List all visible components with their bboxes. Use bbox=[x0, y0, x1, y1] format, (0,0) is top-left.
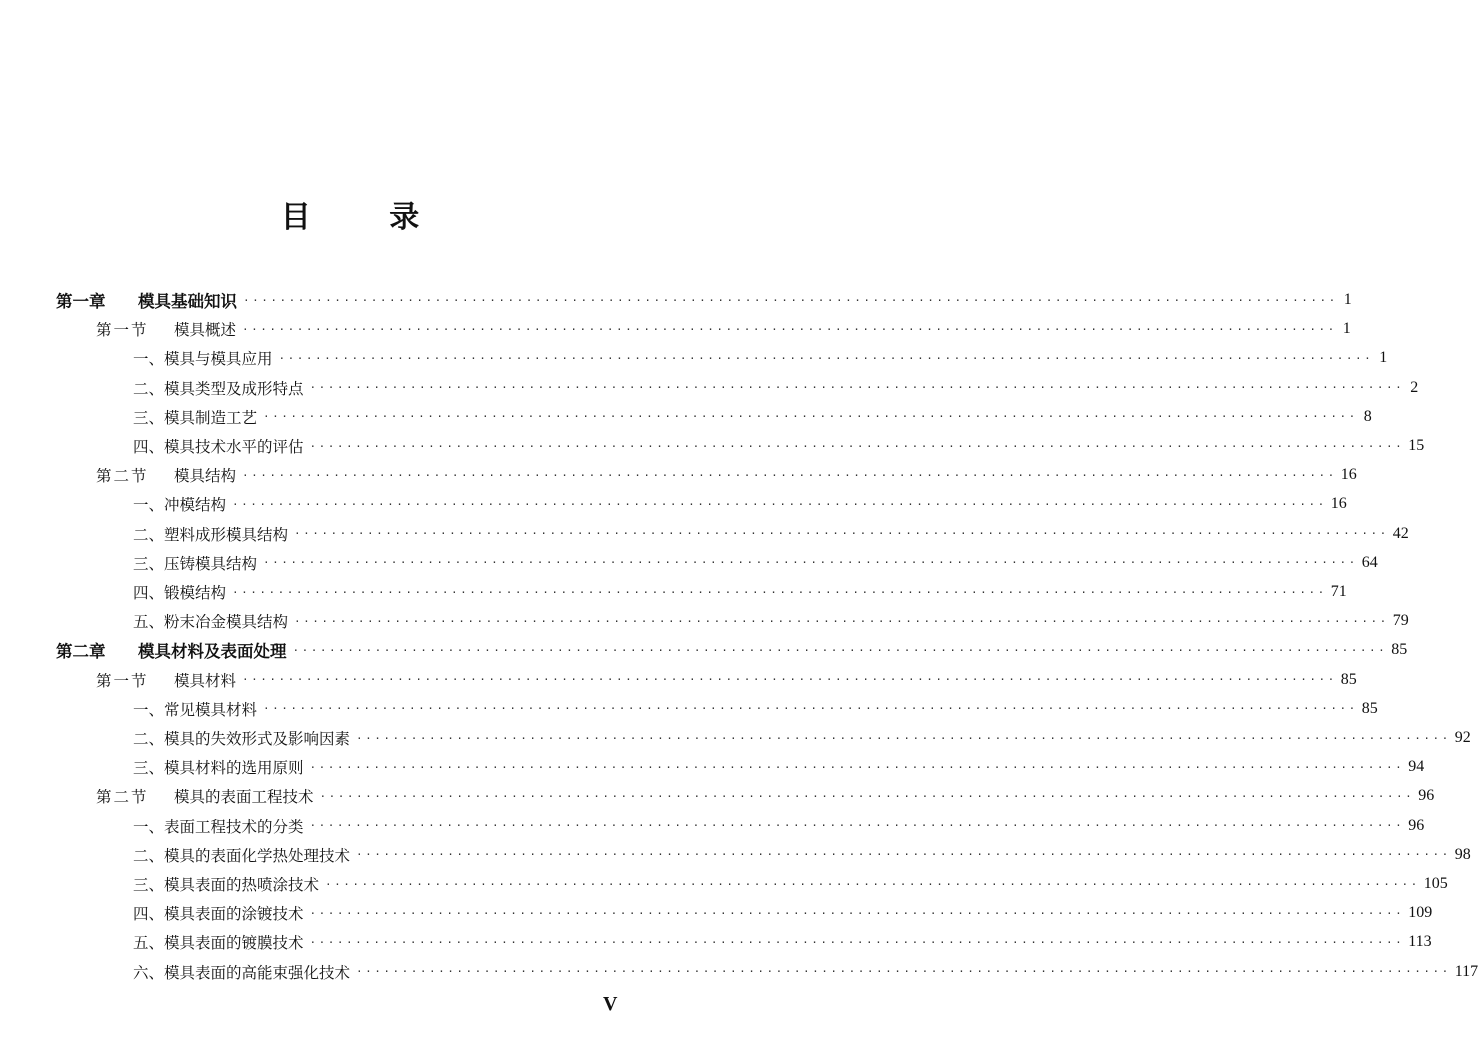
toc-entry-number: 二、 bbox=[133, 846, 165, 865]
toc-entry-item bbox=[133, 959, 1478, 985]
toc-entry-item bbox=[133, 521, 1409, 547]
page-number-folio: V bbox=[603, 993, 618, 1015]
toc-entry-item bbox=[133, 345, 1388, 371]
toc-entry-label bbox=[96, 464, 236, 486]
toc-entry-page: 64 bbox=[1361, 553, 1378, 571]
toc-entry-title: 粉末冶金模具结构 bbox=[164, 613, 289, 632]
toc-entry-label bbox=[133, 931, 304, 953]
toc-entry-number: 三、 bbox=[133, 876, 165, 894]
toc-entry-number: 三、 bbox=[133, 408, 165, 427]
toc-entry-label bbox=[133, 347, 273, 369]
dot-leader: ························································································································ bbox=[263, 410, 1358, 424]
toc-entry-label bbox=[133, 961, 350, 983]
toc-entry-number: 第二节 bbox=[96, 788, 149, 807]
toc-entry-title: 模具的表面工程技术 bbox=[174, 788, 314, 807]
toc-entry-label bbox=[133, 902, 304, 924]
toc-entry-number: 第一节 bbox=[96, 321, 149, 340]
toc-entry-number: 四、 bbox=[133, 584, 165, 602]
toc-entry-title: 表面工程技术的分类 bbox=[164, 817, 304, 836]
toc-entry-number: 五、 bbox=[133, 613, 165, 632]
dot-leader: ························································································································ bbox=[243, 293, 1338, 307]
toc-entry-title: 模具概述 bbox=[174, 321, 237, 340]
toc-entry-page: 109 bbox=[1408, 904, 1433, 922]
toc-entry-title: 锻模结构 bbox=[164, 584, 227, 602]
toc-entry-item bbox=[133, 696, 1378, 722]
toc-entry-label bbox=[133, 873, 319, 895]
toc-entry-title: 模具表面的高能束强化技术 bbox=[164, 963, 351, 982]
toc-entry-page: 105 bbox=[1423, 875, 1448, 892]
dot-leader: ························································································································ bbox=[278, 351, 1374, 365]
toc-entry-label bbox=[133, 844, 350, 866]
toc-entry-number: 一、 bbox=[133, 817, 165, 836]
toc-entry-page: 79 bbox=[1392, 612, 1409, 630]
toc-entry-page: 98 bbox=[1454, 845, 1471, 863]
toc-entry-title: 模具的表面化学热处理技术 bbox=[164, 846, 351, 865]
toc-entry-chapter bbox=[56, 637, 1408, 663]
dot-leader: ························································································································ bbox=[309, 935, 1405, 949]
toc-entry-page: 8 bbox=[1363, 407, 1372, 425]
toc-entry-label bbox=[133, 815, 304, 837]
toc-entry-item bbox=[133, 842, 1471, 868]
toc-entry-title: 冲模结构 bbox=[164, 496, 227, 515]
toc-entry-label bbox=[133, 435, 304, 457]
toc-entry-page: 113 bbox=[1408, 933, 1432, 951]
toc-entry-page: 71 bbox=[1330, 583, 1347, 600]
dot-leader: ························································································································ bbox=[263, 702, 1358, 716]
toc-entry-label bbox=[96, 785, 314, 807]
toc-entry-title: 模具表面的热喷涂技术 bbox=[164, 876, 320, 894]
toc-entry-title: 模具结构 bbox=[174, 467, 237, 486]
dot-leader: ························································································································ bbox=[309, 381, 1405, 395]
dot-leader: ························································································································ bbox=[263, 556, 1358, 570]
dot-leader: ························································································································ bbox=[309, 906, 1405, 920]
toc-entry-page: 16 bbox=[1330, 495, 1347, 513]
toc-entry-title: 模具基础知识 bbox=[138, 292, 237, 311]
toc-entry-label bbox=[133, 610, 288, 632]
toc-entry-page: 42 bbox=[1392, 524, 1409, 542]
dot-leader: ························································································································ bbox=[325, 877, 1420, 891]
dot-leader: ························································································································ bbox=[232, 497, 1327, 511]
toc-entry-item bbox=[133, 900, 1433, 926]
toc-entry-page: 15 bbox=[1408, 437, 1425, 454]
toc-entry-title: 模具材料 bbox=[174, 671, 237, 690]
toc-entry-number: 六、 bbox=[133, 963, 165, 982]
toc-entry-title: 模具表面的镀膜技术 bbox=[164, 934, 304, 953]
toc-entry-title: 模具表面的涂镀技术 bbox=[164, 905, 304, 924]
toc-entry-section bbox=[96, 316, 1351, 342]
toc-entry-item bbox=[133, 929, 1432, 955]
toc-entry-page: 96 bbox=[1418, 787, 1435, 805]
toc-entry-label bbox=[56, 638, 287, 662]
toc-entry-number: 第一章 bbox=[56, 292, 106, 311]
dot-leader: ························································································································ bbox=[242, 468, 1337, 482]
toc-entry-item bbox=[133, 608, 1409, 634]
toc-entry-number: 一、 bbox=[133, 350, 165, 369]
toc-entry-section bbox=[96, 462, 1357, 488]
dot-leader: ························································································································ bbox=[356, 965, 1451, 979]
page-title: 目 录 bbox=[280, 200, 454, 235]
toc-entry-number: 一、 bbox=[133, 496, 165, 515]
toc-entry-number: 四、 bbox=[133, 905, 165, 924]
dot-leader: ························································································································ bbox=[309, 439, 1405, 453]
toc-entry-number: 第二章 bbox=[56, 642, 106, 662]
toc-entry-section bbox=[96, 667, 1357, 693]
toc-entry-item bbox=[133, 375, 1419, 401]
toc-entry-page: 1 bbox=[1379, 349, 1388, 367]
toc-entry-title: 压铸模具结构 bbox=[164, 554, 258, 573]
toc-entry-page: 117 bbox=[1454, 962, 1478, 980]
dot-leader: ························································································································ bbox=[242, 673, 1337, 687]
toc-entry-number: 二、 bbox=[133, 730, 165, 748]
toc-entry-label bbox=[133, 756, 304, 778]
toc-entry-label bbox=[133, 698, 257, 720]
toc-entry-label bbox=[133, 493, 226, 515]
toc-entry-page: 92 bbox=[1454, 729, 1471, 746]
toc-entry-number: 三、 bbox=[133, 554, 165, 573]
dot-leader: ························································································································ bbox=[319, 789, 1415, 803]
toc-entry-number: 第二节 bbox=[96, 467, 149, 486]
toc-entry-label bbox=[133, 406, 257, 428]
dot-leader: ························································································································ bbox=[292, 643, 1388, 657]
toc-entry-item bbox=[133, 404, 1372, 430]
toc-entry-page: 85 bbox=[1340, 670, 1357, 688]
toc-entry-page: 96 bbox=[1408, 816, 1425, 834]
toc-entry-page: 94 bbox=[1408, 758, 1425, 776]
toc-entry-number: 三、 bbox=[133, 759, 165, 778]
toc-entry-label bbox=[96, 318, 236, 340]
toc-entry-title: 模具制造工艺 bbox=[164, 408, 258, 427]
toc-entry-item bbox=[133, 725, 1471, 751]
toc-entry-section bbox=[96, 783, 1435, 809]
toc-entry-item bbox=[133, 491, 1347, 517]
toc-entry-item bbox=[133, 754, 1425, 780]
toc-entry-page: 16 bbox=[1340, 466, 1357, 484]
dot-leader: ························································································································ bbox=[356, 848, 1451, 862]
toc-entry-label bbox=[133, 523, 288, 545]
toc-entry-item bbox=[133, 871, 1448, 897]
toc-entry-label bbox=[133, 581, 226, 603]
toc-entry-chapter bbox=[56, 287, 1352, 313]
toc-entry-title: 模具技术水平的评估 bbox=[164, 438, 304, 456]
dot-leader: ························································································································ bbox=[294, 614, 1389, 628]
toc-entry-title: 塑料成形模具结构 bbox=[164, 525, 289, 544]
toc-entry-number: 四、 bbox=[133, 438, 165, 456]
toc-entry-title: 模具材料的选用原则 bbox=[164, 759, 304, 778]
toc-entry-item bbox=[133, 813, 1425, 839]
toc-entry-title: 模具材料及表面处理 bbox=[138, 642, 287, 662]
toc-entry-title: 模具的失效形式及影响因素 bbox=[164, 730, 351, 748]
toc-entry-label bbox=[133, 552, 257, 574]
toc-entry-number: 二、 bbox=[133, 525, 165, 544]
toc-entry-item bbox=[133, 579, 1347, 605]
toc-entry-item bbox=[133, 550, 1378, 576]
dot-leader: ························································································································ bbox=[294, 527, 1389, 541]
toc-entry-page: 85 bbox=[1391, 641, 1408, 659]
toc-entry-number: 第一节 bbox=[96, 671, 149, 690]
toc-entry-title: 模具与模具应用 bbox=[164, 350, 273, 369]
toc-entry-title: 常见模具材料 bbox=[164, 700, 258, 719]
dot-leader: ························································································································ bbox=[242, 322, 1337, 336]
toc-entry-item bbox=[133, 433, 1425, 459]
toc-entry-label bbox=[56, 288, 237, 312]
toc-entry-number: 一、 bbox=[133, 700, 165, 719]
toc-entry-label bbox=[133, 377, 304, 399]
toc-entry-number: 二、 bbox=[133, 379, 165, 398]
toc-entry-page: 85 bbox=[1361, 699, 1378, 717]
toc-entry-number: 五、 bbox=[133, 934, 165, 953]
toc-entry-page: 1 bbox=[1343, 291, 1352, 308]
dot-leader: ························································································································ bbox=[232, 585, 1327, 599]
dot-leader: ························································································································ bbox=[309, 760, 1405, 774]
toc-entry-page: 1 bbox=[1342, 320, 1351, 338]
dot-leader: ························································································································ bbox=[309, 819, 1405, 833]
toc-entry-page: 2 bbox=[1410, 378, 1419, 396]
toc-entry-title: 模具类型及成形特点 bbox=[164, 379, 304, 398]
toc-entry-label bbox=[96, 669, 236, 691]
toc-entry-label bbox=[133, 727, 350, 749]
dot-leader: ························································································································ bbox=[356, 731, 1451, 745]
